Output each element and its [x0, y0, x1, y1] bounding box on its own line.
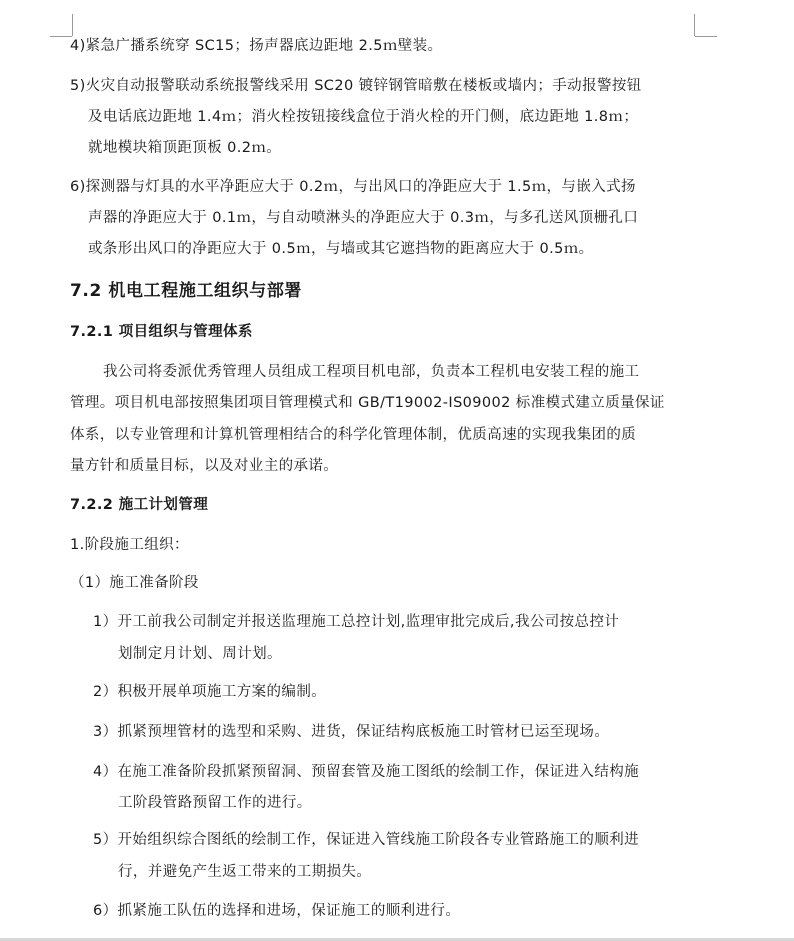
- section-heading-7-2-1: 7.2.1 项目组织与管理体系: [70, 324, 253, 340]
- prep-item-4-line-2: 工阶段管路预留工作的进行。: [118, 795, 312, 811]
- prep-item-1-line-2: 划制定月计划、周计划。: [118, 646, 282, 662]
- item-5-line-1: 5)火灾自动报警联动系统报警线采用 SC20 镀锌钢管暗敷在楼板或墙内；手动报警按钮: [70, 78, 642, 94]
- prep-item-4-line-1: 4）在施工准备阶段抓紧预留洞、预留套管及施工图纸的绘制工作，保证进入结构施: [93, 764, 640, 780]
- prep-stage-title: （1）施工准备阶段: [70, 575, 199, 591]
- prep-item-3: 3）抓紧预埋管材的选型和采购、进货，保证结构底板施工时管材已运至现场。: [93, 724, 610, 740]
- item-6-line-2: 声器的净距应大于 0.1ｍ，与自动喷淋头的净距应大于 0.3ｍ，与多孔送风顶栅孔口: [88, 210, 639, 226]
- crop-mark-top-left-h: [50, 36, 72, 37]
- item-5-line-3: 就地模块箱顶距顶板 0.2ｍ。: [88, 140, 282, 156]
- item-4-line-1: 4)紧急广播系统穿 SC15；扬声器底边距地 2.5ｍ壁装。: [70, 38, 443, 54]
- prep-item-5-line-1: 5）开始组织综合图纸的绘制工作，保证进入管线施工阶段各专业管路施工的顺利进: [93, 832, 640, 848]
- item-6-line-3: 或条形出风口的净距应大于 0.5ｍ，与墙或其它遮挡物的距离应大于 0.5ｍ。: [88, 241, 594, 257]
- paragraph-line-1: 我公司将委派优秀管理人员组成工程项目机电部，负责本工程机电安装工程的施工: [103, 364, 640, 380]
- paragraph-line-4: 量方针和质量目标，以及对业主的承诺。: [70, 458, 339, 474]
- prep-item-1-line-1: 1）开工前我公司制定并报送监理施工总控计划,监理审批完成后,我公司按总控计: [93, 614, 620, 630]
- prep-item-5-line-2: 行，并避免产生返工带来的工期损失。: [118, 864, 372, 880]
- crop-mark-top-left: [72, 14, 73, 36]
- section-heading-7-2-2: 7.2.2 施工计划管理: [70, 497, 209, 513]
- paragraph-line-2: 管理。项目机电部按照集团项目管理模式和 GB/T19002-IS09002 标准模式建立质量保证: [70, 395, 665, 411]
- paragraph-line-3: 体系，以专业管理和计算机管理相结合的科学化管理体制，优质高速的实现我集团的质: [70, 427, 637, 443]
- crop-mark-top-right-h: [695, 36, 717, 37]
- crop-mark-top-right: [694, 14, 695, 36]
- item-5-line-2: 及电话底边距地 1.4ｍ；消火栓按钮接线盒位于消火栓的开门侧，底边距地 1.8ｍ；: [88, 109, 639, 125]
- stage-title: 1.阶段施工组织：: [70, 537, 189, 553]
- item-6-line-1: 6)探测器与灯具的水平净距应大于 0.2ｍ，与出风口的净距应大于 1.5ｍ，与嵌入式扬: [70, 179, 636, 195]
- prep-item-6: 6）抓紧施工队伍的选择和进场，保证施工的顺利进行。: [93, 903, 461, 919]
- section-heading-7-2: 7.2 机电工程施工组织与部署: [70, 281, 303, 301]
- prep-item-2: 2）积极开展单项施工方案的编制。: [93, 684, 327, 700]
